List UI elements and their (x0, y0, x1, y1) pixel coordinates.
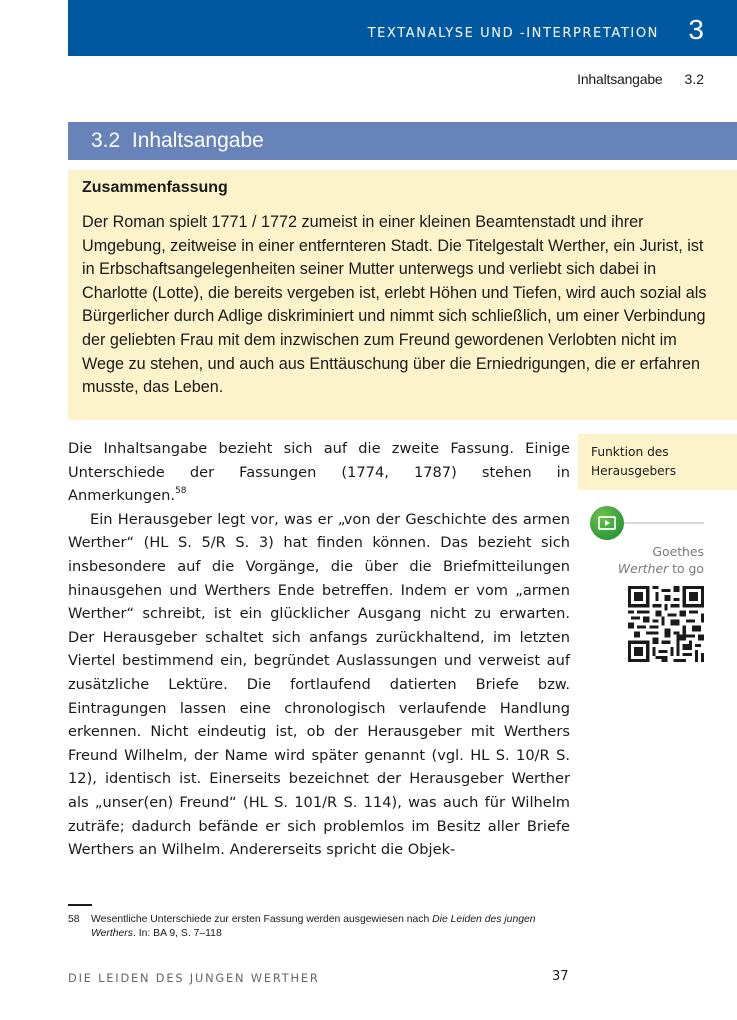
body-paragraph-text: Die Inhaltsangabe bezieht sich auf die zweite Fassung. Einige Unterschiede der Fassungen (1774, 1787) stehen in Anmerkungen. (68, 440, 570, 505)
footnote-text-after: . In: BA 9, S. 7–118 (132, 928, 222, 939)
footer-book-title: DIE LEIDEN DES JUNGEN WERTHER (68, 971, 320, 985)
footnote-rule (68, 904, 92, 906)
media-caption-rest: to go (668, 561, 704, 576)
media-link[interactable] (590, 506, 706, 540)
running-head (577, 71, 704, 87)
chapter-number: 3 (688, 14, 704, 45)
chapter-header-band (68, 0, 737, 56)
body-paragraph (68, 437, 570, 508)
footnote-number: 58 (68, 914, 80, 925)
chapter-title: TEXTANALYSE UND -INTERPRETATION (367, 26, 659, 41)
footnote-text-before: Wesentliche Unterschiede zur ersten Fassung werden ausgewiesen nach (91, 914, 433, 925)
media-caption (618, 543, 704, 577)
media-caption-line1: Goethes (652, 544, 704, 559)
footnote-reference[interactable]: 58 (175, 486, 187, 497)
qr-code-icon[interactable] (628, 586, 704, 662)
running-head-label: Inhaltsangabe (577, 71, 663, 87)
summary-box (68, 170, 737, 420)
footnote (68, 913, 573, 941)
footnote-italic-title: Die Leiden des jungen Werthers (91, 914, 536, 939)
body-paragraph: Ein Herausgeber legt vor, was er „von der Geschichte des armen Werther“ (HL S. 5/R S. 3) hat finden können. Das bezieht sich insbesondere auf die Vorgänge, die über die Briefmitteilungen hinausgehen und Werthers Ende betreffen. Indem er vom „armen Werther“ schreibt, ist ein glücklicher Ausgang nicht zu erwarten. Der Herausgeber schaltet sich anfangs zurückhaltend, im letzten Viertel bestimmend ein, begründet Auslassungen und verweist auf zusätzliche Lektüre. Die fortlaufend datierten Briefe bzw. Eintragungen lassen eine chronologisch verlaufende Handlung erkennen. Nicht eindeutig ist, ob der Herausgeber mit Werthers Freund Wilhelm, der Name wird später genannt (vgl. HL S. 10/R S. 12), identisch ist. Einerseits bezeichnet der Herausgeber Werther als „unser(en) Freund“ (HL S. 101/R S. 114), was auch für Wilhelm zuträfe; dadurch befände er sich problemlos im Besitz aller Briefe Werthers an Wilhelm. Andererseits spricht die Objek- (68, 510, 570, 859)
section-title-bar (68, 122, 737, 160)
main-text (68, 437, 570, 862)
section-title: 3.2 Inhaltsangabe (91, 129, 264, 152)
media-caption-italic: Werther (617, 561, 669, 576)
footnote-text (91, 913, 573, 941)
page-number: 37 (552, 969, 569, 984)
summary-heading: Zusammenfassung (82, 179, 228, 196)
margin-note: Funktion des Herausgebers (578, 434, 737, 490)
media-divider-line (624, 522, 704, 524)
play-video-icon[interactable] (590, 506, 624, 540)
running-head-number: 3.2 (684, 71, 704, 87)
summary-text: Der Roman spielt 1771 / 1772 zumeist in einer kleinen Beamtenstadt und ihrer Umgebung, zeitweise in einer entfernteren Stadt. Die Titelgestalt Werther, ein Jurist, ist in Erbschaftsangelegenheiten seiner Mutter unterwegs und verliebt sich dabei in Charlotte (Lotte), die bereits vergeben ist, erlebt Höhen und Tiefen, wird auch sozial als Bürgerlicher durch Adlige diskriminiert und nimmt sich schließlich, um einer Verbindung der geliebten Frau mit dem inzwischen zum Freund gewordenen Verlobten nicht im Wege zu stehen, und auch aus Enttäuschung über die Erniedrigungen, die er erfahren musste, das Leben. (82, 213, 707, 397)
